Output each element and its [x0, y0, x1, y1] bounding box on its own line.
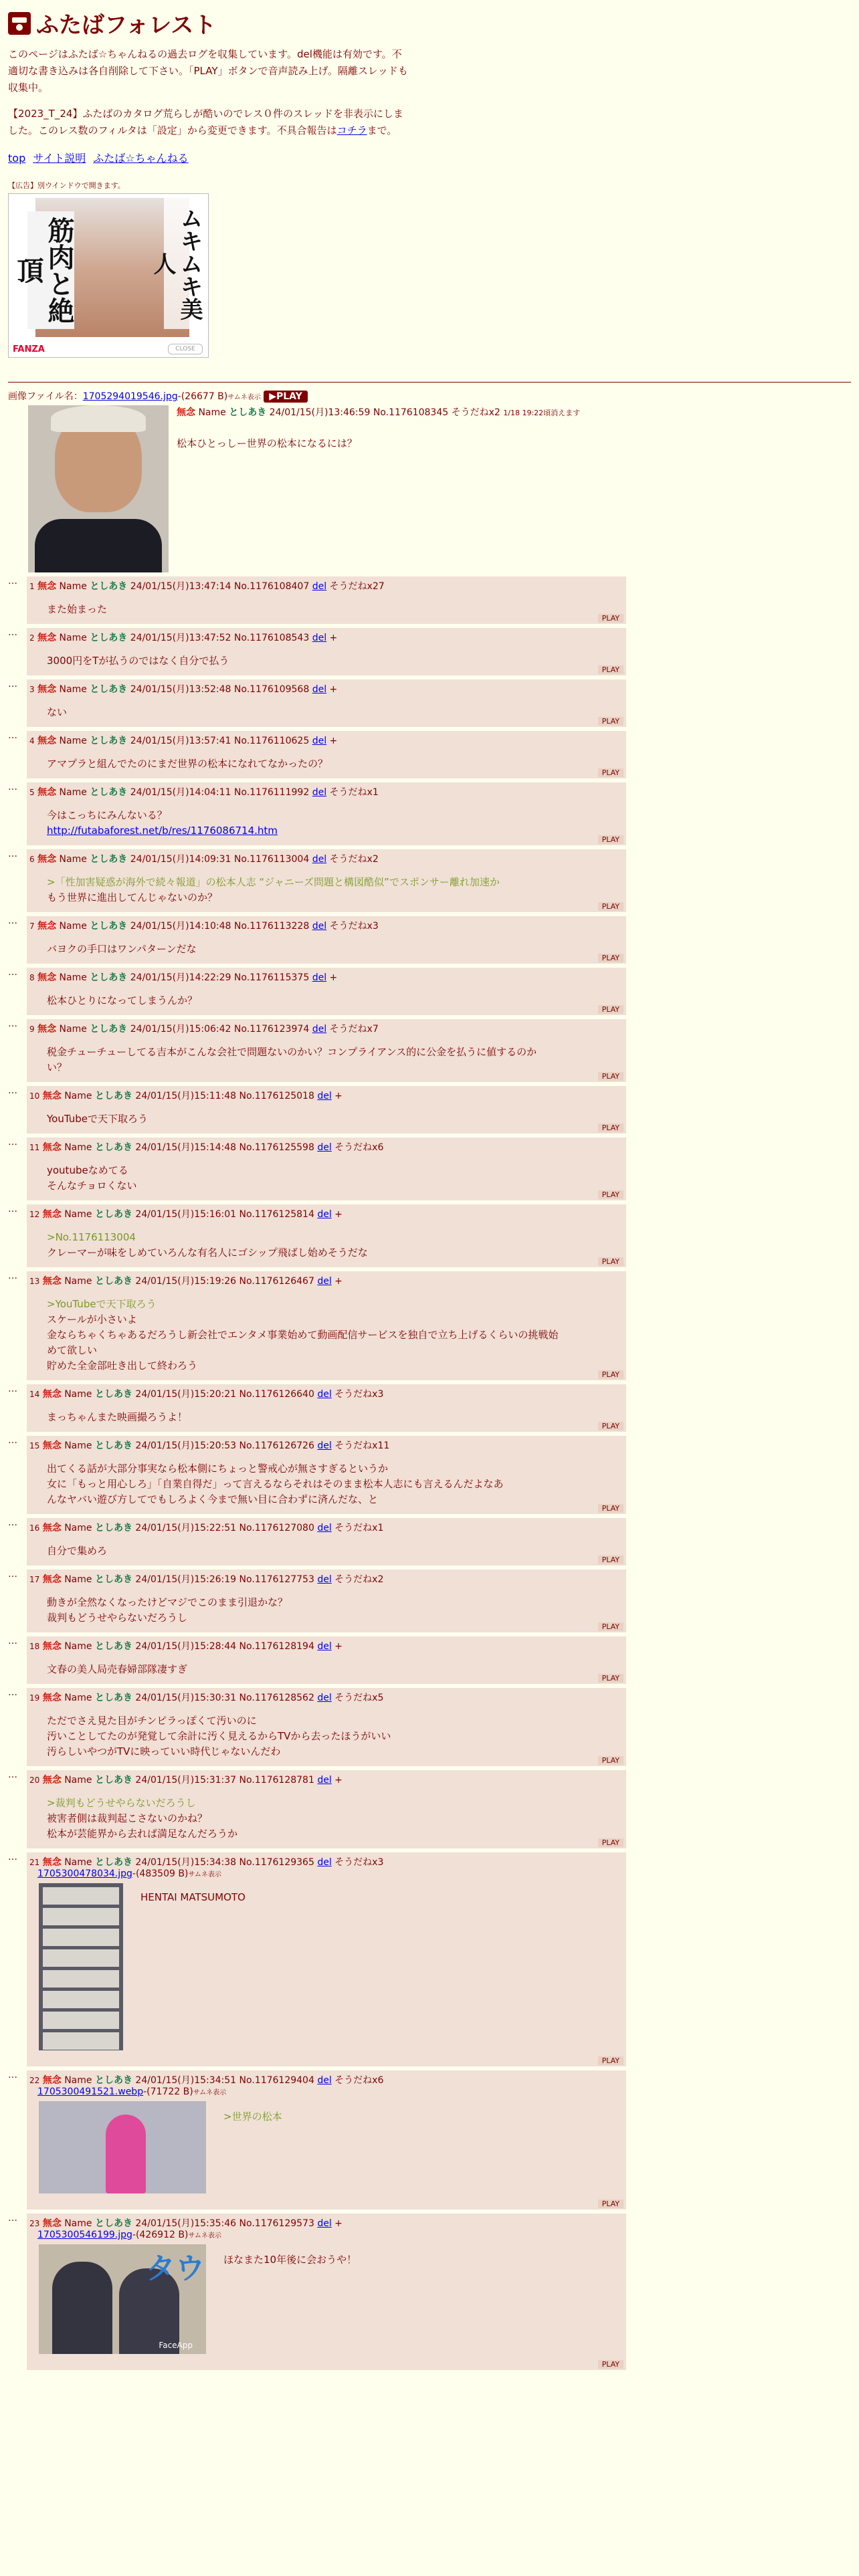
response-box [27, 916, 626, 964]
response-body [47, 875, 626, 905]
play-button[interactable]: PLAY [598, 1555, 624, 1564]
body-line: 貯めた全金部吐き出して終わろう [47, 1360, 198, 1372]
ad-keyword-1: 筋肉と絶頂 [27, 211, 74, 329]
response [8, 782, 851, 845]
response-file-link[interactable]: 1705300491521.webp [37, 2086, 144, 2097]
response-header: 14 無念 Name としあき 24/01/15(月)15:20:21 No.1176126640 del そうだねx3 [29, 1389, 384, 1400]
response-media [39, 2244, 626, 2354]
del-link[interactable]: del [317, 1693, 332, 1703]
sodane-button[interactable]: + [329, 736, 338, 746]
response-body: >世界の松本 [223, 2111, 282, 2123]
response-header: 9 無念 Name としあき 24/01/15(月)15:06:42 No.1176123974 del そうだねx7 [29, 1024, 379, 1035]
response-box [27, 1204, 626, 1267]
response [8, 1570, 851, 1632]
body-line: スケールが小さいよ [47, 1313, 137, 1325]
sodane-button[interactable]: + [335, 2218, 343, 2229]
dots-icon: … [8, 1687, 17, 1698]
del-link[interactable]: del [317, 1641, 332, 1652]
body-line: 文春の美人局売春婦部隊凄すぎ [47, 1663, 188, 1675]
response-box [27, 782, 626, 845]
play-button[interactable]: PLAY [598, 1370, 624, 1379]
response-body [47, 653, 626, 669]
op-body: 松本ひとっしー世界の松本になるには？ [177, 437, 357, 449]
response-box [27, 1770, 626, 1848]
ad-close-button[interactable]: CLOSE [168, 344, 203, 354]
body-line: ただでさえ見た目がチンピラっぽくて汚いのに [47, 1715, 257, 1727]
del-link[interactable]: del [312, 1024, 327, 1035]
ad-banner[interactable] [8, 193, 209, 358]
play-button[interactable]: PLAY [598, 1504, 624, 1513]
op-file-link[interactable]: 1705294019546.jpg [82, 391, 178, 402]
body-line: そんなチョロくない [47, 1180, 137, 1192]
response-media [39, 2101, 626, 2193]
op-post [8, 405, 851, 572]
divider [8, 382, 851, 383]
dots-icon: … [8, 1636, 17, 1646]
response-box [27, 1436, 626, 1514]
response-header: 13 無念 Name としあき 24/01/15(月)15:19:26 No.1176126467 del + [29, 1276, 343, 1287]
play-button[interactable]: PLAY [598, 768, 624, 777]
response-file-line: 1705300491521.webp-(71722 B)サムネ表示 [37, 2086, 227, 2097]
body-line: また始まった [47, 603, 108, 615]
body-line: 今はこっちにみんないる？ [47, 809, 167, 821]
body-line: 税金チューチューしてる吉本がこんな会社で問題ないのかい？コンプライアンス的に公金を払うに値するのか [47, 1046, 537, 1058]
op-thumbnail[interactable] [28, 405, 169, 572]
sodane-button[interactable]: そうだねx2 [335, 1574, 384, 1585]
response-header: 18 無念 Name としあき 24/01/15(月)15:28:44 No.1176128194 del + [29, 1641, 343, 1652]
body-line: 金ならちゃくちゃあるだろうし新会社でエンタメ事業始めて動画配信サービスを独自で立ち上げるくらいの挑戦始 [47, 1329, 559, 1341]
response [8, 968, 851, 1015]
body-line: 松本が芸能界から去れば満足なんだろうか [47, 1828, 238, 1840]
response-list [8, 576, 851, 1848]
response-file-link[interactable]: 1705300478034.jpg [37, 1868, 132, 1879]
op-sodane[interactable]: そうだねx2 [451, 407, 500, 418]
dots-icon: … [8, 1137, 17, 1148]
sodane-button[interactable]: そうだねx1 [329, 787, 379, 798]
response [8, 849, 851, 912]
op-play-button[interactable]: ▶PLAY [264, 391, 308, 403]
quote-line: >「性加害疑惑が海外で続々報道」の松本人志 “ジャニーズ問題と構図酷似”でスポンサー離れ加速か [47, 876, 500, 888]
response-header: 19 無念 Name としあき 24/01/15(月)15:30:31 No.1176128562 del そうだねx5 [29, 1693, 384, 1703]
body-line: 裁判もどうせやらないだろうし [47, 1612, 188, 1624]
response-thumbnail[interactable] [39, 2101, 206, 2193]
play-button[interactable]: PLAY [598, 1190, 624, 1199]
body-line: 3000円をTが払うのではなく自分で払う [47, 655, 229, 667]
response-header: 4 無念 Name としあき 24/01/15(月)13:57:41 No.1176110625 del + [29, 736, 338, 746]
dots-icon: … [8, 576, 17, 586]
dots-icon: … [8, 1769, 17, 1780]
ad-keyword-2: ムキムキ美人 [164, 198, 203, 329]
dots-icon: … [8, 1517, 17, 1528]
quote-line: >No.1176113004 [47, 1231, 136, 1243]
response-file-line: 1705300546199.jpg-(426912 B)サムネ表示 [37, 2230, 221, 2240]
del-link[interactable]: del [312, 854, 327, 865]
dots-icon: … [8, 916, 17, 926]
sodane-button[interactable]: + [329, 633, 338, 643]
sodane-button[interactable]: そうだねx3 [335, 1857, 384, 1868]
play-button[interactable]: PLAY [598, 1257, 624, 1266]
play-button[interactable]: PLAY [598, 902, 624, 911]
play-button[interactable]: PLAY [598, 2360, 624, 2369]
play-button[interactable]: PLAY [598, 1005, 624, 1014]
dots-icon: … [8, 730, 17, 741]
play-button[interactable]: PLAY [598, 1072, 624, 1081]
response-header: 21 無念 Name としあき 24/01/15(月)15:34:38 No.1176129365 del そうだねx3 [29, 1857, 384, 1868]
sodane-button[interactable]: + [335, 1775, 343, 1786]
play-button[interactable]: PLAY [598, 1123, 624, 1132]
site-description: このページはふたば☆ちゃんねるの過去ログを収集しています。del機能は有効です。不適切な書き込みは各自削除して下さい。「PLAY」ボタンで音声読み上げ。隔離スレッドも収集中。 [8, 48, 408, 94]
del-link[interactable]: del [317, 1574, 332, 1585]
del-link[interactable]: del [312, 921, 327, 932]
sodane-button[interactable]: そうだねx3 [335, 1389, 384, 1400]
response-box [27, 2070, 626, 2210]
response-body [47, 993, 626, 1008]
body-line: まっちゃんまた映画撮ろうよ！ [47, 1411, 188, 1423]
body-line: 汚らしいやつがTVに映っていい時代じゃないんだわ [47, 1745, 281, 1757]
sodane-button[interactable]: そうだねx11 [335, 1440, 390, 1451]
sodane-button[interactable]: そうだねx6 [335, 2075, 384, 2086]
response-thumbnail[interactable]: タウ FaceApp [39, 2244, 206, 2354]
response-header: 6 無念 Name としあき 24/01/15(月)14:09:31 No.1176113004 del そうだねx2 [29, 854, 379, 865]
response [8, 731, 851, 778]
notice: 【2023_T_24】ふたばのカタログ荒らしが酷いのでレス０件のスレッドを非表示にしました。このレス数のフィルタは「設定」から変更できます。不具合報告はコチラまで。 [8, 108, 403, 136]
response-box [27, 849, 626, 912]
dots-icon: … [8, 1384, 17, 1394]
dots-icon: … [8, 1569, 17, 1580]
response [8, 628, 851, 675]
body-line: youtubeなめてる [47, 1164, 128, 1176]
body-line: ない [47, 706, 68, 718]
response-box [27, 1086, 626, 1134]
body-line: い？ [47, 1061, 68, 1073]
dots-icon: … [8, 849, 17, 859]
response-header: 2 無念 Name としあき 24/01/15(月)13:47:52 No.1176108543 del + [29, 633, 338, 643]
del-link[interactable]: del [317, 1276, 332, 1287]
dots-icon: … [8, 2070, 17, 2080]
response-header: 8 無念 Name としあき 24/01/15(月)14:22:29 No.1176115375 del + [29, 972, 338, 983]
site-title: ふたばフォレスト [36, 12, 217, 39]
response-body [47, 1230, 626, 1261]
quote-line: >裁判もどうせやらないだろうし [47, 1797, 196, 1809]
play-button[interactable]: PLAY [598, 2199, 624, 2208]
body-line: バヨクの手口はワンパターンだな [47, 943, 197, 955]
sodane-button[interactable]: そうだねx6 [335, 1142, 384, 1153]
del-link[interactable]: del [312, 684, 327, 695]
response-box [27, 2214, 626, 2370]
response-body [47, 705, 626, 720]
site-header [8, 7, 851, 39]
response-body [47, 1410, 626, 1425]
del-link[interactable]: del [317, 2075, 332, 2086]
play-button[interactable]: PLAY [598, 1622, 624, 1631]
body-line: クレーマーが味をしめていろんな有名人にゴシップ飛ばし始めそうだな [47, 1247, 368, 1259]
response-box [27, 1852, 626, 2066]
response-box [27, 1570, 626, 1632]
dots-icon: … [8, 1018, 17, 1029]
response-thumbnail[interactable] [39, 1883, 123, 2050]
body-line: めて欲しい [47, 1344, 98, 1356]
op-expire: 1/18 19:22頃消えます [503, 409, 581, 417]
response-body [47, 1662, 626, 1677]
response-box [27, 1518, 626, 1566]
ad-note: 【広告】別ウインドウで開きます。 [8, 181, 125, 190]
play-button[interactable]: PLAY [598, 665, 624, 674]
play-button[interactable]: PLAY [598, 954, 624, 962]
nav-about[interactable]: サイト説明 [33, 152, 86, 165]
del-link[interactable]: del [317, 1440, 332, 1451]
body-line: 松本ひとりになってしまうんか？ [47, 994, 198, 1006]
response [8, 576, 851, 624]
response [8, 1436, 851, 1514]
dots-icon: … [8, 627, 17, 638]
sodane-button[interactable]: + [335, 1209, 343, 1220]
response [8, 2070, 851, 2210]
response-header: 22 無念 Name としあき 24/01/15(月)15:34:51 No.1176129404 del そうだねx6 [29, 2075, 384, 2086]
response-body [47, 1796, 626, 1842]
body-line: 女に「もっと用心しろ」「自業自得だ」って言えるならそれはそのまま松本人志にも言えるんだよなあ [47, 1478, 504, 1490]
play-button[interactable]: PLAY [598, 614, 624, 623]
response-body [47, 1111, 626, 1127]
dots-icon: … [8, 1204, 17, 1214]
play-button[interactable]: PLAY [598, 2056, 624, 2065]
del-link[interactable]: del [312, 633, 327, 643]
sodane-button[interactable]: そうだねx1 [335, 1523, 384, 1533]
response-box [27, 576, 626, 624]
dots-icon: … [8, 1085, 17, 1096]
response-box [27, 1271, 626, 1380]
dots-icon: … [8, 679, 17, 689]
sodane-button[interactable]: そうだねx5 [335, 1693, 384, 1703]
response [8, 2214, 851, 2370]
sodane-button[interactable]: + [335, 1276, 343, 1287]
del-link[interactable]: del [317, 1523, 332, 1533]
sodane-button[interactable]: + [335, 1091, 343, 1101]
response-box [27, 1019, 626, 1082]
response-body [47, 1045, 626, 1075]
body-line: 汚いことしてたのが発覚して余計に汚く見えるからTVから去ったほうがいい [47, 1730, 391, 1742]
response [8, 1204, 851, 1267]
response [8, 916, 851, 964]
response-header: 20 無念 Name としあき 24/01/15(月)15:31:37 No.1176128781 del + [29, 1775, 343, 1786]
response-body [47, 1163, 626, 1194]
response [8, 1770, 851, 1848]
body-line: 動きが全然なくなったけどマジでこのまま引退かな？ [47, 1596, 288, 1608]
thread-link[interactable]: http://futabaforest.net/b/res/1176086714.htm [47, 825, 278, 837]
response-header: 3 無念 Name としあき 24/01/15(月)13:52:48 No.1176109568 del + [29, 684, 338, 695]
response [8, 1518, 851, 1566]
dots-icon: … [8, 1271, 17, 1281]
del-link[interactable]: del [317, 1775, 332, 1786]
quote-line: >YouTubeで天下取ろう [47, 1298, 157, 1310]
dots-icon: … [8, 1435, 17, 1446]
del-link[interactable]: del [317, 1091, 332, 1101]
dots-icon: … [8, 782, 17, 792]
response [8, 679, 851, 727]
body-line: 出てくる話が大部分事実なら松本側にちょっと警戒心が無さすぎるというか [47, 1463, 389, 1475]
sodane-button[interactable]: + [329, 684, 338, 695]
del-link[interactable]: del [317, 2218, 332, 2229]
body-line: もう世界に進出してんじゃないのか？ [47, 891, 218, 903]
response-box [27, 1636, 626, 1684]
response-header: 23 無念 Name としあき 24/01/15(月)15:35:46 No.1176129573 del + [29, 2218, 343, 2229]
response-box [27, 628, 626, 675]
response-body [47, 1461, 626, 1507]
sodane-button[interactable]: そうだねx7 [329, 1024, 379, 1035]
response-header: 12 無念 Name としあき 24/01/15(月)15:16:01 No.1176125814 del + [29, 1209, 343, 1220]
response-box [27, 1384, 626, 1432]
del-link[interactable]: del [312, 736, 327, 746]
sodane-button[interactable]: そうだねx2 [329, 854, 379, 865]
response-box [27, 1138, 626, 1200]
response-header: 16 無念 Name としあき 24/01/15(月)15:22:51 No.1176127080 del そうだねx1 [29, 1523, 384, 1533]
play-button[interactable]: PLAY [598, 717, 624, 726]
del-link[interactable]: del [317, 1389, 332, 1400]
response-box [27, 679, 626, 727]
report-link[interactable]: コチラ [337, 124, 367, 136]
futaba-logo-icon[interactable] [8, 12, 31, 35]
response-header: 15 無念 Name としあき 24/01/15(月)15:20:53 No.1176126726 del そうだねx11 [29, 1440, 390, 1451]
play-button[interactable]: PLAY [598, 835, 624, 844]
op-header: 無念 Name としあき 24/01/15(月)13:46:59 No.1176108345 そうだねx2 1/18 19:22頃消えます [177, 407, 581, 418]
play-button[interactable]: PLAY [598, 1756, 624, 1765]
response-box [27, 968, 626, 1015]
body-line: 自分で集めろ [47, 1545, 108, 1557]
body-line: アマプラと組んでたのにまだ世界の松本になれてなかったの？ [47, 758, 328, 770]
play-button[interactable]: PLAY [598, 1838, 624, 1847]
response-body: ほなまた10年後に会おうや！ [223, 2254, 357, 2266]
response-header: 11 無念 Name としあき 24/01/15(月)15:14:48 No.1176125598 del そうだねx6 [29, 1142, 384, 1153]
del-link[interactable]: del [317, 1209, 332, 1220]
response-header: 1 無念 Name としあき 24/01/15(月)13:47:14 No.1176108407 del そうだねx27 [29, 581, 385, 592]
body-line: YouTubeで天下取ろう [47, 1113, 148, 1125]
response-body [47, 1543, 626, 1559]
response-header: 7 無念 Name としあき 24/01/15(月)14:10:48 No.1176113228 del そうだねx3 [29, 921, 379, 932]
response [8, 1086, 851, 1134]
del-link[interactable]: del [312, 787, 327, 798]
dots-icon: … [8, 1852, 17, 1862]
play-button[interactable]: PLAY [598, 1674, 624, 1683]
response-header: 5 無念 Name としあき 24/01/15(月)14:04:11 No.1176111992 del そうだねx1 [29, 787, 379, 798]
dots-icon: … [8, 967, 17, 978]
response [8, 1019, 851, 1082]
response-body [47, 756, 626, 772]
sodane-button[interactable]: + [329, 972, 338, 983]
response-header: 10 無念 Name としあき 24/01/15(月)15:11:48 No.1176125018 del + [29, 1091, 343, 1101]
response [8, 1688, 851, 1766]
response-media [39, 1883, 626, 2050]
del-link[interactable]: del [312, 972, 327, 983]
nav-futaba[interactable]: ふたば☆ちゃんねる [93, 152, 189, 165]
sodane-button[interactable]: そうだねx27 [329, 581, 385, 592]
play-button[interactable]: PLAY [598, 1422, 624, 1430]
body-line: 被害者側は裁判起こさないのかね？ [47, 1812, 208, 1824]
response [8, 1384, 851, 1432]
nav-links [8, 150, 851, 165]
op-file-line: 画像ファイル名：1705294019546.jpg-(26677 B)サムネ表示 ▶PLAY [8, 389, 851, 403]
sodane-button[interactable]: + [335, 1641, 343, 1652]
response-body [47, 942, 626, 957]
response-body [47, 1595, 626, 1626]
del-link[interactable]: del [317, 1142, 332, 1153]
ad-brand: FANZA [13, 344, 45, 354]
response [8, 1852, 851, 2066]
response-body [47, 1297, 626, 1374]
nav-top[interactable]: top [8, 152, 26, 165]
sodane-button[interactable]: そうだねx3 [329, 921, 379, 932]
response-body [47, 602, 626, 617]
response-box [27, 1688, 626, 1766]
response-file-line: 1705300478034.jpg-(483509 B)サムネ表示 [37, 1868, 221, 1879]
del-link[interactable]: del [317, 1857, 332, 1868]
response-body [47, 808, 626, 839]
response [8, 1138, 851, 1200]
response-box [27, 731, 626, 778]
body-line: んなヤバい遊び方してでもしろよく今まで無い目に合わずに済んだな、と [47, 1493, 379, 1505]
media-response-list [8, 1852, 851, 2370]
response [8, 1636, 851, 1684]
response-body [47, 1713, 626, 1759]
response-header: 17 無念 Name としあき 24/01/15(月)15:26:19 No.1176127753 del そうだねx2 [29, 1574, 384, 1585]
response-file-link[interactable]: 1705300546199.jpg [37, 2230, 132, 2240]
response-body: HENTAI MATSUMOTO [140, 1891, 246, 1903]
response [8, 1271, 851, 1380]
del-link[interactable]: del [312, 581, 327, 592]
dots-icon: … [8, 2213, 17, 2224]
